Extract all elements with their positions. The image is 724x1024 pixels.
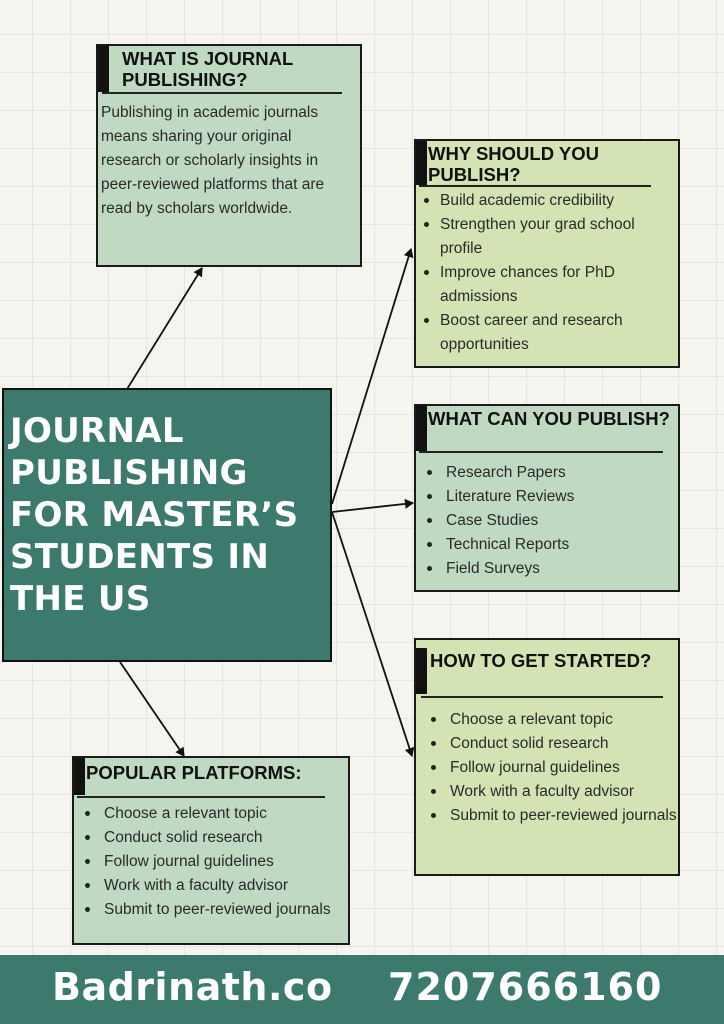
- how-to-start-list: [416, 694, 678, 828]
- list-item: Submit to peer-reviewed journals: [74, 898, 348, 922]
- heading-rule: [421, 696, 663, 698]
- what-is-body: Publishing in academic journals means sharing your original research or scholarly insights in peer-reviewed platforms that are read by scholars worldwide.: [101, 104, 325, 217]
- footer-bar: [0, 955, 724, 1024]
- arrow-to-platforms: [120, 662, 184, 756]
- arrow-to-what-is: [124, 268, 202, 394]
- list-item: Work with a faculty advisor: [74, 874, 348, 898]
- main-title-block: [2, 388, 332, 662]
- page-title: JOURNAL PUBLISHING FOR MASTER’S STUDENTS IN THE US: [10, 411, 299, 619]
- what-can-list: [416, 451, 678, 581]
- arrow-to-what-can: [332, 503, 413, 512]
- why-publish-heading: WHY SHOULD YOU PUBLISH?: [428, 143, 599, 185]
- heading-rule: [419, 451, 663, 453]
- popular-platforms-list: [74, 796, 348, 922]
- list-item: Follow journal guidelines: [416, 756, 678, 780]
- list-item: Field Surveys: [416, 557, 678, 581]
- list-item: Boost career and research opportunities: [416, 309, 678, 357]
- list-item: Case Studies: [416, 509, 678, 533]
- list-item: Choose a relevant topic: [416, 708, 678, 732]
- website-link[interactable]: Badrinath.co: [52, 965, 333, 1009]
- list-item: Choose a relevant topic: [74, 802, 348, 826]
- what-is-heading: WHAT IS JOURNAL PUBLISHING?: [122, 48, 293, 90]
- what-can-box: [414, 404, 680, 592]
- list-item: Conduct solid research: [416, 732, 678, 756]
- what-can-heading: WHAT CAN YOU PUBLISH?: [428, 408, 670, 429]
- heading-rule: [77, 796, 325, 798]
- list-item: Conduct solid research: [74, 826, 348, 850]
- list-item: Strengthen your grad school profile: [416, 213, 678, 261]
- phone-number[interactable]: 7207666160: [388, 965, 663, 1009]
- why-publish-box: [414, 139, 680, 368]
- heading-rule: [102, 92, 342, 94]
- popular-platforms-heading: POPULAR PLATFORMS:: [86, 762, 302, 783]
- why-publish-list: [416, 185, 678, 357]
- list-item: Improve chances for PhD admissions: [416, 261, 678, 309]
- list-item: Follow journal guidelines: [74, 850, 348, 874]
- list-item: Research Papers: [416, 461, 678, 485]
- list-item: Literature Reviews: [416, 485, 678, 509]
- popular-platforms-box: [72, 756, 350, 945]
- how-to-start-heading: HOW TO GET STARTED?: [430, 650, 652, 671]
- how-to-start-box: [414, 638, 680, 876]
- arrow-to-why: [332, 249, 411, 504]
- list-item: Technical Reports: [416, 533, 678, 557]
- arrow-to-how-to: [332, 512, 412, 756]
- list-item: Work with a faculty advisor: [416, 780, 678, 804]
- list-item: Build academic credibility: [416, 189, 678, 213]
- heading-rule: [419, 185, 651, 187]
- what-is-box: [96, 44, 362, 267]
- list-item: Submit to peer-reviewed journals: [416, 804, 678, 828]
